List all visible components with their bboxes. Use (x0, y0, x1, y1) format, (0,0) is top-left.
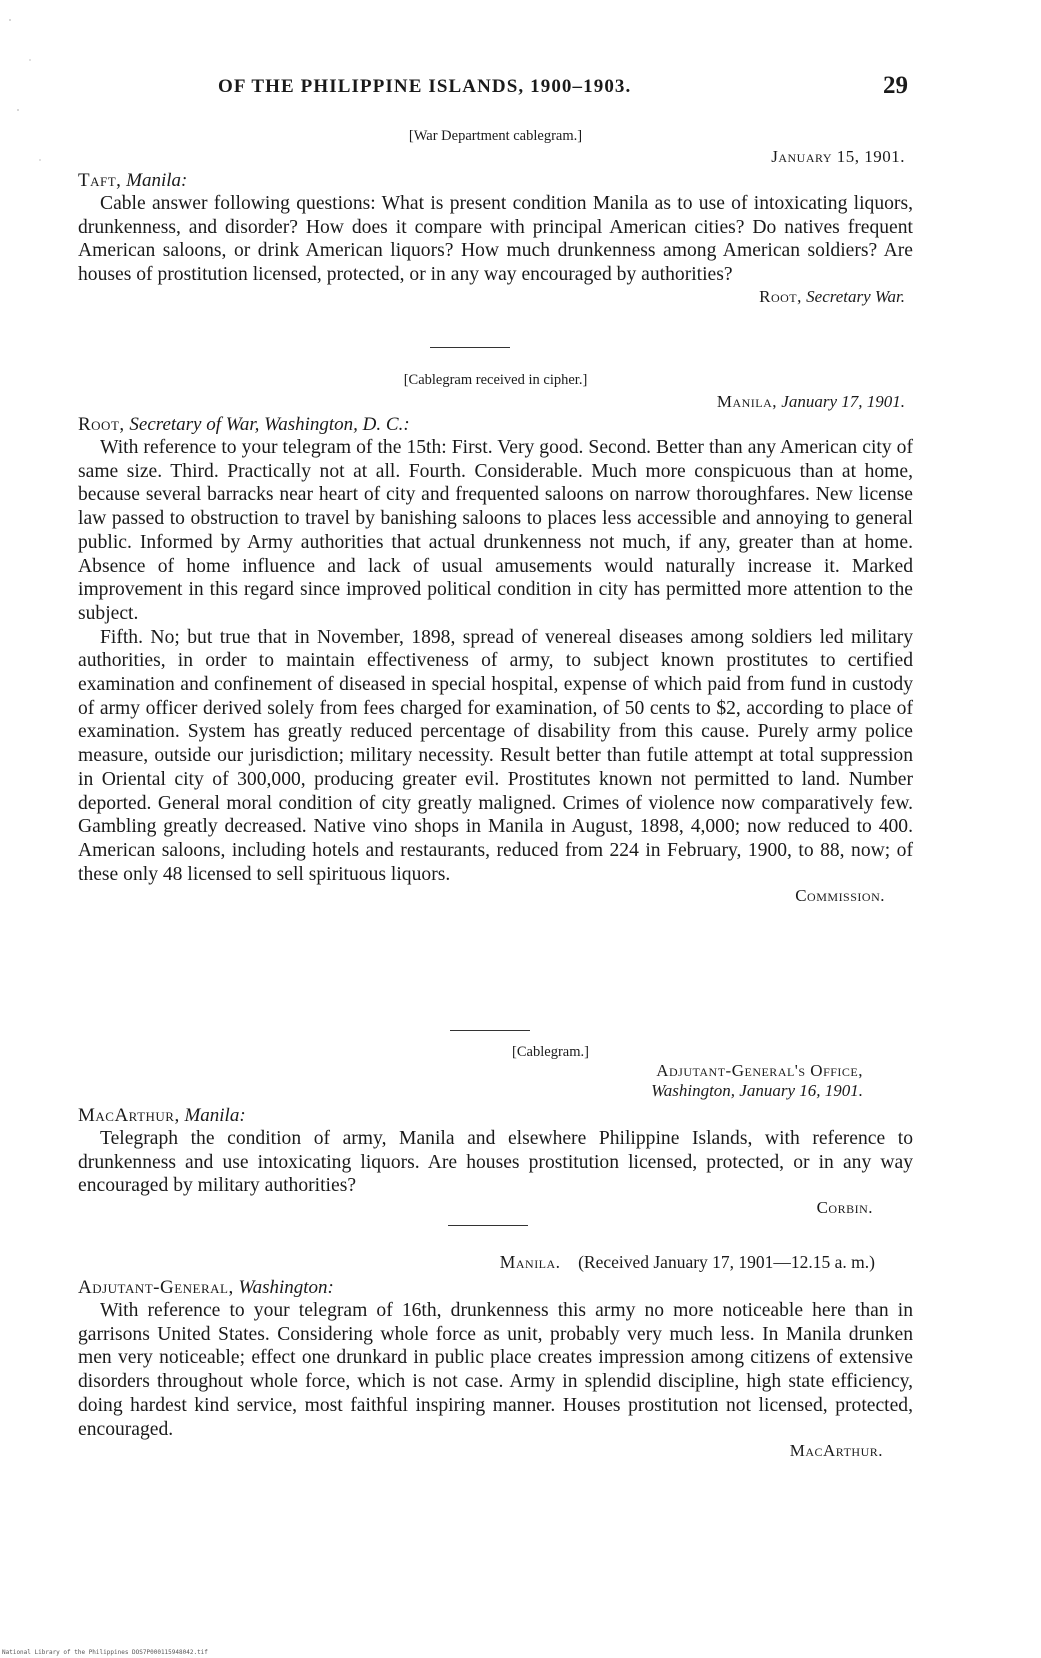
cable-3-addressee (78, 1105, 913, 1127)
section-divider (450, 1030, 530, 1031)
section-divider (448, 1225, 528, 1226)
signature-name: Root, (759, 286, 802, 306)
addressee-name: Root, (78, 414, 125, 435)
addressee-place: Manila: (184, 1105, 246, 1126)
running-head: OF THE PHILIPPINE ISLANDS, 1900–1903. (218, 76, 632, 97)
cable-2-signature: Commission. (795, 886, 885, 906)
cable-4 (78, 1252, 913, 1461)
cable-3-office: Adjutant-General's Office, (656, 1061, 863, 1080)
cable-3 (78, 1044, 913, 1218)
date-place: Manila, (716, 392, 778, 411)
cable-1-label: [War Department cablegram.] (408, 128, 583, 144)
date-text: Washington, January 16, 1901. (651, 1081, 863, 1100)
addressee-place: Washington: (238, 1277, 334, 1298)
addressee-name: Taft, (78, 170, 122, 191)
date-text: January 17, 1901. (781, 392, 905, 411)
page-number: 29 (883, 72, 908, 99)
cable-4-addressee (78, 1277, 913, 1299)
cable-2-date (78, 392, 913, 412)
cable-1-body: Cable answer following questions: What is present condition Manila as to use of intoxicating liquors, drunkenness, and disorder? How does it compare with principal American cities? Do natives frequent American saloons, or drink American liquors? How much drunkenness among American soldiers? Are houses of prostitution licensed, protected, or in any way encouraged by authorities? (78, 193, 913, 286)
cable-3-date (78, 1081, 913, 1101)
cable-4-body: With reference to your telegram of 16th, drunkenness this army no more noticeable here than in garrisons United States. Considering whole force as unit, probably very much less. In Manila drunken men very noticeable; effect one drunkard in public place creates impression among citizens of extensive disorders throughout whole force, which is not case. Army in splendid discipline, high state efficiency, doing hardest kind service, most faithful inspiring manner. Houses prostitution not licensed, protected, encouraged. (78, 1300, 913, 1440)
cable-2-label: [Cablegram received in cipher.] (403, 372, 588, 388)
cable-1-addressee (78, 170, 913, 192)
cable-3-body: Telegraph the condition of army, Manila and elsewhere Philippine Islands, with reference to drunkenness and use intoxicating liquors. Are houses prostitution licensed, protected, or in any way encouraged by military authorities? (78, 1128, 913, 1197)
cable-2-paragraph-1: With reference to your telegram of the 15th: First. Very good. Second. Better than any American city of same size. Third. Practically not at all. Fourth. Considerable. Much more conspicuous than at home, because several barracks near heart of city and frequented saloons on narrow thoroughfares. New license law passed to obstruction to travel by banishing saloons to places less accessible and annoying to general public. Informed by Army authorities that actual drunkenness not much, if any, greater than at home. Absence of home influence and lack of usual amusements would naturally increase it. Marked improvement in this regard since improved political condition in city has permitted more attention to the subject. (78, 437, 913, 624)
addressee-place: Manila: (126, 170, 188, 191)
cable-1-date: January 15, 1901. (771, 147, 905, 166)
cable-4-date (78, 1252, 913, 1273)
cable-1-signature (78, 287, 913, 307)
addressee-name: MacArthur, (78, 1105, 180, 1126)
date-place: Manila. (499, 1252, 561, 1272)
cable-4-signature: MacArthur. (789, 1441, 883, 1461)
addressee-name: Adjutant-General, (78, 1277, 234, 1298)
scan-footer-note: National Library of the Philippines DOS7P000115948042.tif (2, 1649, 208, 1656)
cable-3-signature: Corbin. (816, 1198, 873, 1218)
page-header (218, 72, 908, 106)
section-divider (430, 347, 510, 348)
cable-2 (78, 372, 913, 906)
received-note: (Received January 17, 1901—12.15 a. m.) (578, 1252, 875, 1272)
page-edge-speckle (0, 0, 60, 230)
cable-1 (78, 128, 913, 307)
signature-title: Secretary War. (806, 286, 905, 306)
cable-2-addressee (78, 414, 913, 436)
cable-2-paragraph-2: Fifth. No; but true that in November, 1898, spread of venereal diseases among soldiers led military authorities, in order to maintain effectiveness of army, to subject known prostitutes to certified examination and confinement of diseased in special hospital, expense of which paid from fund in custody of army officer derived solely from fees charged for examination, of 50 cents to $2, according to place of examination. System has greatly reduced percentage of disability from this cause. Purely army police measure, outside our jurisdiction; military necessity. Result better than futile attempt at total suppression in Oriental city of 300,000, producing greater evil. Prostitutes known not permitted to land. Number deported. General moral condition of city greatly maligned. Crimes of violence now comparatively few. Gambling greatly decreased. Native vino shops in Manila in August, 1898, 4,000; now reduced to 400. American saloons, including hotels and restaurants, reduced from 224 in February, 1900, to 88, now; of these only 48 licensed to sell spirituous liquors. (78, 626, 913, 885)
addressee-place: Secretary of War, Washington, D. C.: (129, 414, 410, 435)
cable-3-label: [Cablegram.] (512, 1044, 589, 1060)
